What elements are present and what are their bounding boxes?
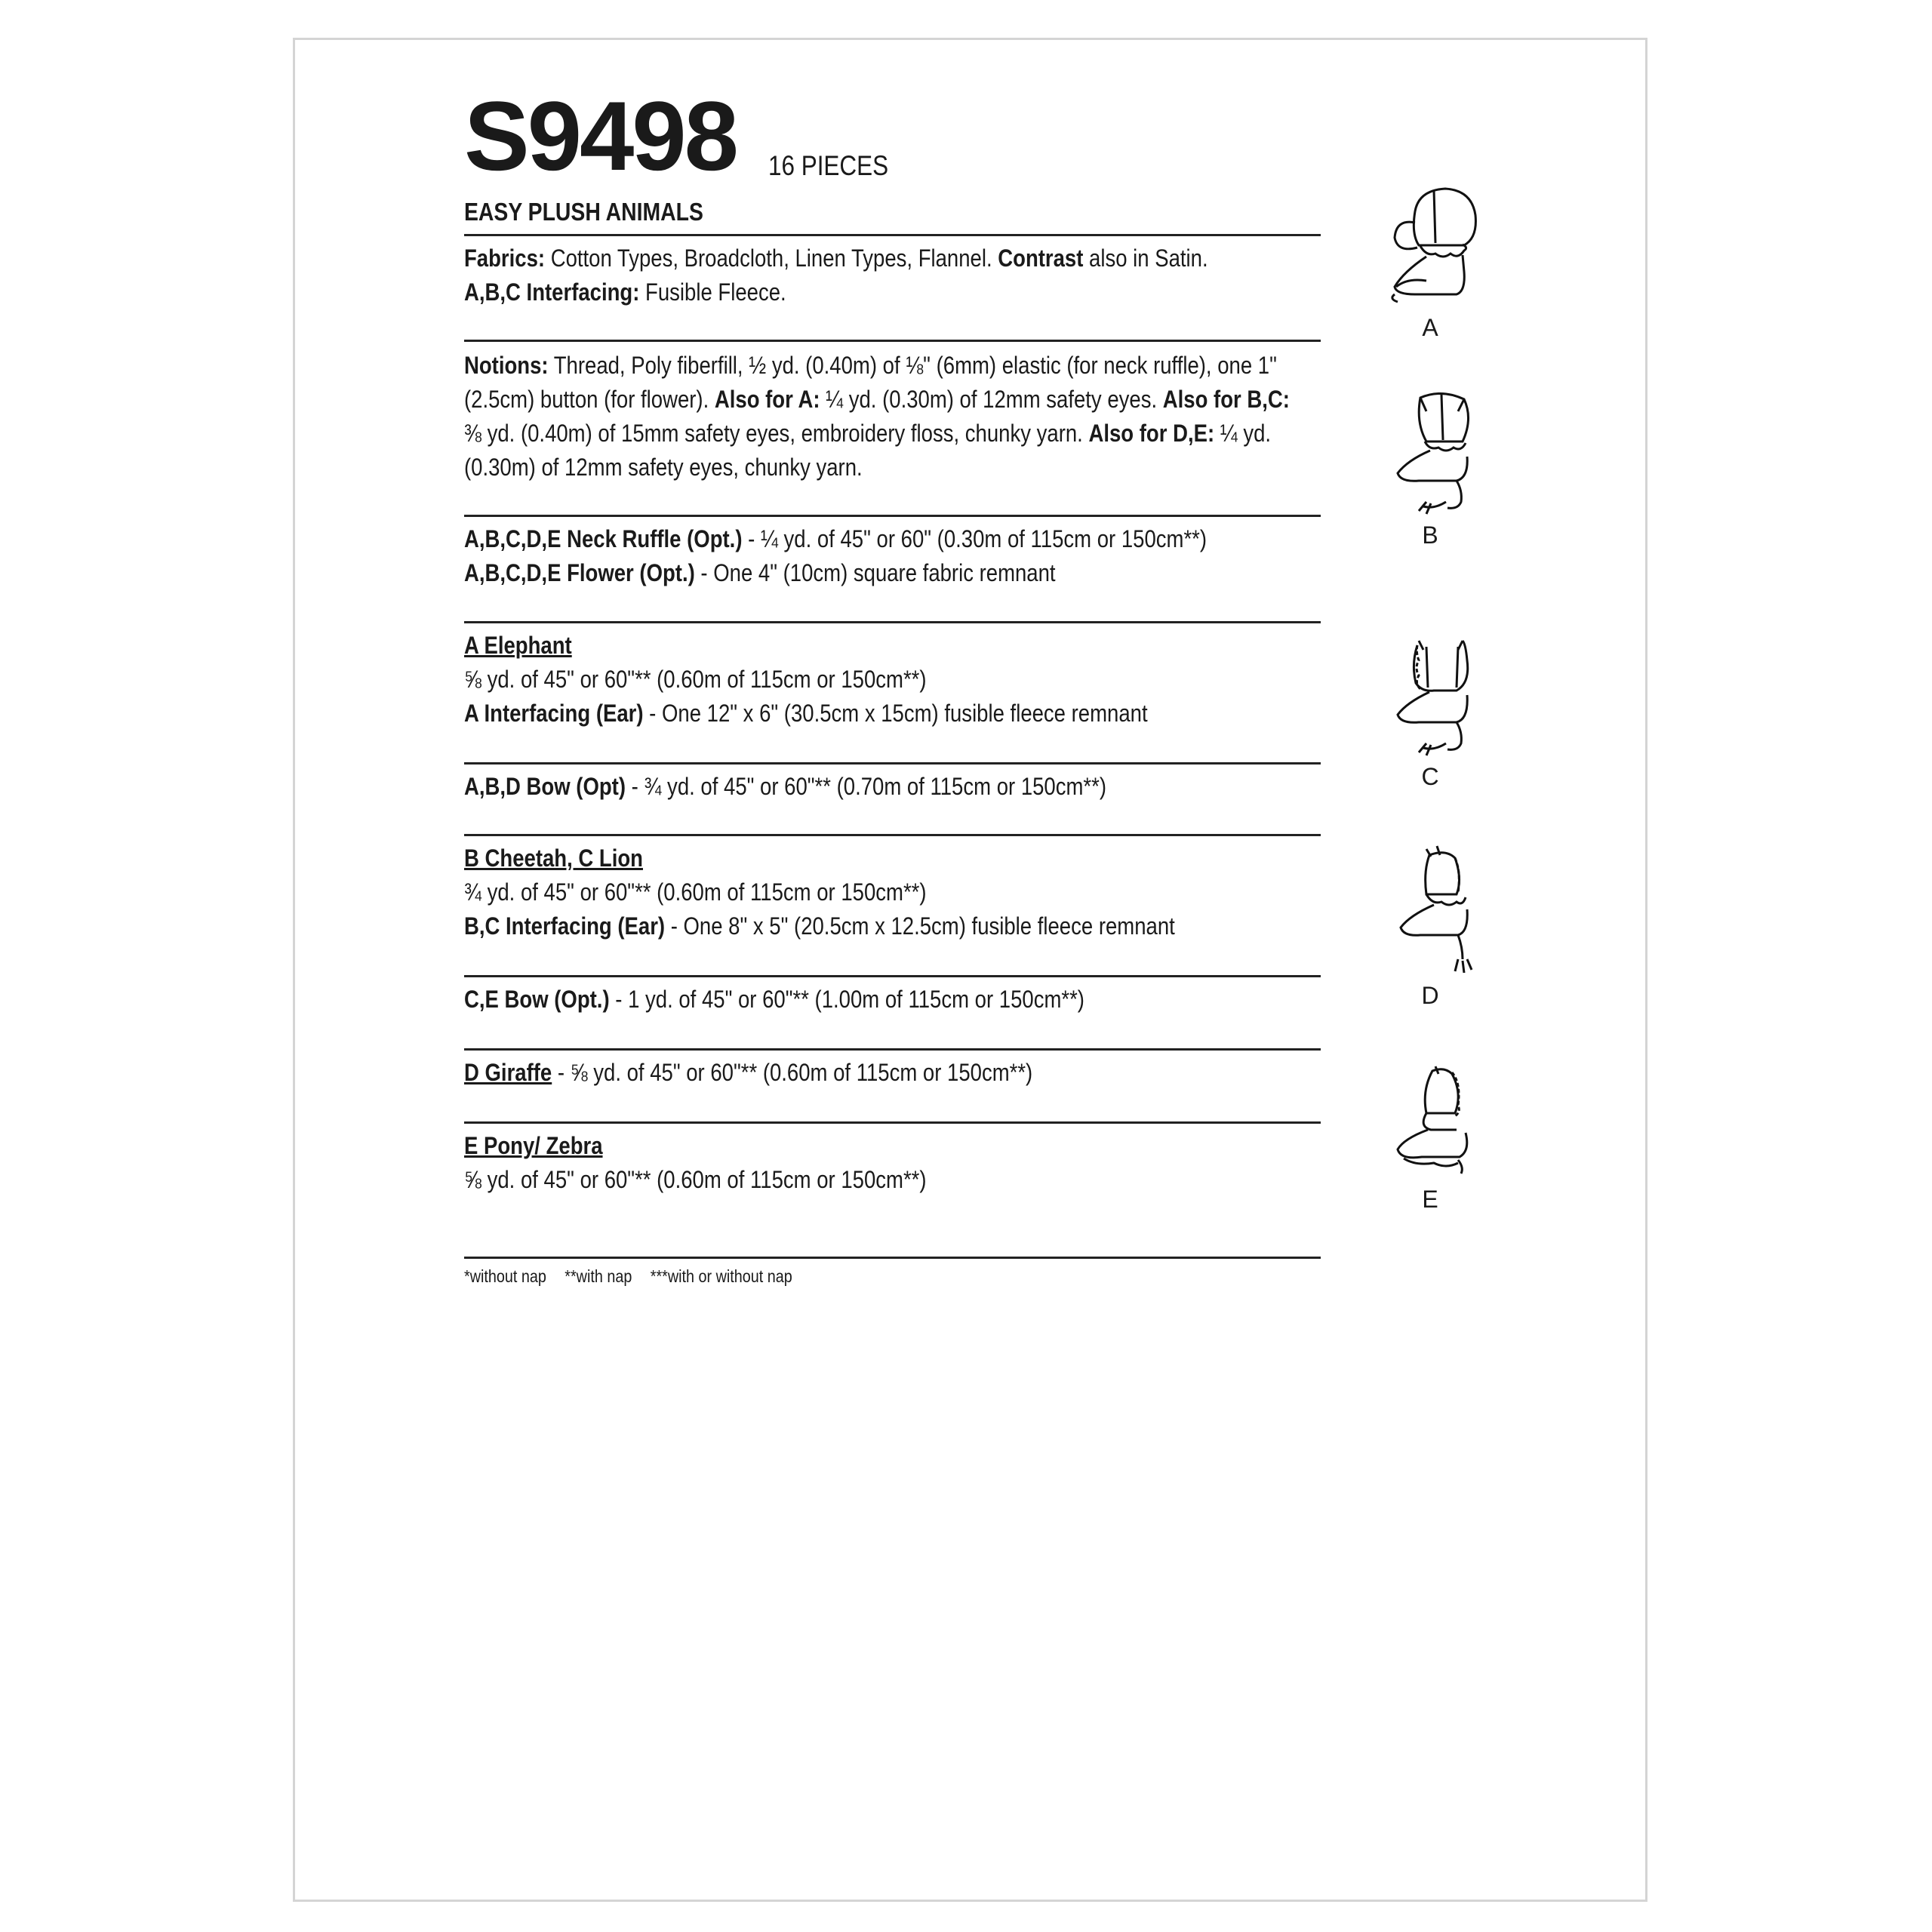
footnote-with-nap: **with nap xyxy=(565,1266,632,1286)
divider xyxy=(464,234,1321,236)
pony-zebra-yardage: ⅝ yd. of 45" or 60"** (0.60m of 115cm or 150cm**) xyxy=(464,1166,927,1193)
also-for-de-label: Also for D,E: xyxy=(1088,420,1215,447)
footnote-without-nap: *without nap xyxy=(464,1266,546,1286)
divider xyxy=(464,1257,1321,1259)
fabrics-section xyxy=(464,242,1321,309)
elephant-interfacing-label: A Interfacing (Ear) xyxy=(464,700,644,727)
neck-ruffle-label: A,B,C,D,E Neck Ruffle (Opt.) xyxy=(464,525,743,552)
bow-abd-label: A,B,D Bow (Opt) xyxy=(464,773,626,800)
flower-text: - One 4" (10cm) square fabric remnant xyxy=(694,559,1056,586)
notions-line: (0.30m) of 12mm safety eyes, chunky yarn. xyxy=(464,454,863,481)
giraffe-heading: D Giraffe xyxy=(464,1059,552,1086)
bow-ce-label: C,E Bow (Opt.) xyxy=(464,986,610,1013)
view-e xyxy=(1374,1060,1487,1214)
pattern-number: S9498 xyxy=(464,81,737,191)
contrast-label: Contrast xyxy=(998,245,1084,272)
flower-label: A,B,C,D,E Flower (Opt.) xyxy=(464,559,695,586)
notions-line: (2.5cm) button (for flower). xyxy=(464,386,715,413)
elephant-yardage: ⅝ yd. of 45" or 60"** (0.60m of 115cm or 150cm**) xyxy=(464,666,927,693)
giraffe-section xyxy=(464,1056,1321,1090)
fabrics-text: Cotton Types, Broadcloth, Linen Types, Flannel. xyxy=(545,245,998,272)
pony-zebra-heading: E Pony/ Zebra xyxy=(464,1132,603,1159)
notions-line: ¼ yd. (0.30m) of 12mm safety eyes. xyxy=(820,386,1163,413)
view-d-label: D xyxy=(1421,982,1439,1009)
interfacing-label: A,B,C Interfacing: xyxy=(464,278,640,306)
neck-ruffle-section xyxy=(464,522,1321,590)
pony-zebra-section xyxy=(464,1129,1321,1197)
cheetah-sketch-icon xyxy=(1374,389,1487,517)
elephant-interfacing-text: - One 12" x 6" (30.5cm x 15cm) fusible fleece remnant xyxy=(643,700,1148,727)
footnote-with-or-without-nap: ***with or without nap xyxy=(650,1266,792,1286)
view-c-label: C xyxy=(1421,763,1439,790)
divider xyxy=(464,340,1321,342)
cheetah-lion-yardage: ¾ yd. of 45" or 60"** (0.60m of 115cm or 150cm**) xyxy=(464,878,927,906)
divider xyxy=(464,1121,1321,1124)
lion-sketch-icon xyxy=(1374,630,1487,758)
bow-abd-text: - ¾ yd. of 45" or 60"** (0.70m of 115cm or 150cm**) xyxy=(626,773,1106,800)
neck-ruffle-text: - ¼ yd. of 45" or 60" (0.30m of 115cm or 150cm**) xyxy=(742,525,1208,552)
divider xyxy=(464,515,1321,517)
contrast-text: also in Satin. xyxy=(1083,245,1208,272)
notions-label: Notions: xyxy=(464,352,549,379)
elephant-sketch-icon xyxy=(1374,181,1487,309)
view-c xyxy=(1374,630,1487,791)
bow-ce-text: - 1 yd. of 45" or 60"** (1.00m of 115cm or 150cm**) xyxy=(609,986,1084,1013)
elephant-section xyxy=(464,629,1321,731)
pattern-header xyxy=(464,81,909,191)
pieces-count: 16 PIECES xyxy=(768,150,889,181)
elephant-heading: A Elephant xyxy=(464,632,572,659)
bow-ce-section xyxy=(464,983,1321,1017)
cheetah-lion-heading: B Cheetah, C Lion xyxy=(464,844,643,872)
pony-zebra-sketch-icon xyxy=(1374,1060,1487,1181)
divider xyxy=(464,834,1321,836)
notions-line: ¼ yd. xyxy=(1214,420,1272,447)
view-e-label: E xyxy=(1422,1186,1438,1213)
notions-section xyxy=(464,349,1321,485)
divider xyxy=(464,621,1321,623)
also-for-bc-label: Also for B,C: xyxy=(1162,386,1290,413)
cheetah-lion-section xyxy=(464,841,1321,943)
pattern-title: EASY PLUSH ANIMALS xyxy=(464,198,703,226)
divider xyxy=(464,1048,1321,1051)
giraffe-sketch-icon xyxy=(1374,841,1487,977)
cheetah-lion-interfacing-label: B,C Interfacing (Ear) xyxy=(464,912,666,940)
view-a xyxy=(1374,181,1487,342)
nap-footnote xyxy=(464,1266,807,1287)
also-for-a-label: Also for A: xyxy=(714,386,820,413)
notions-line: ⅜ yd. (0.40m) of 15mm safety eyes, embroidery floss, chunky yarn. xyxy=(464,420,1089,447)
view-b xyxy=(1374,389,1487,549)
fabrics-label: Fabrics: xyxy=(464,245,546,272)
cheetah-lion-interfacing-text: - One 8" x 5" (20.5cm x 12.5cm) fusible fleece remnant xyxy=(665,912,1175,940)
view-b-label: B xyxy=(1422,521,1438,549)
view-a-label: A xyxy=(1422,314,1438,341)
divider xyxy=(464,975,1321,977)
divider xyxy=(464,762,1321,764)
bow-abd-section xyxy=(464,770,1321,804)
interfacing-text: Fusible Fleece. xyxy=(639,278,786,306)
notions-line: Thread, Poly fiberfill, ½ yd. (0.40m) of ⅛" (6mm) elastic (for neck ruffle), one 1" xyxy=(548,352,1277,379)
view-d xyxy=(1374,841,1487,1010)
giraffe-text: - ⅝ yd. of 45" or 60"** (0.60m of 115cm or 150cm**) xyxy=(552,1059,1033,1086)
